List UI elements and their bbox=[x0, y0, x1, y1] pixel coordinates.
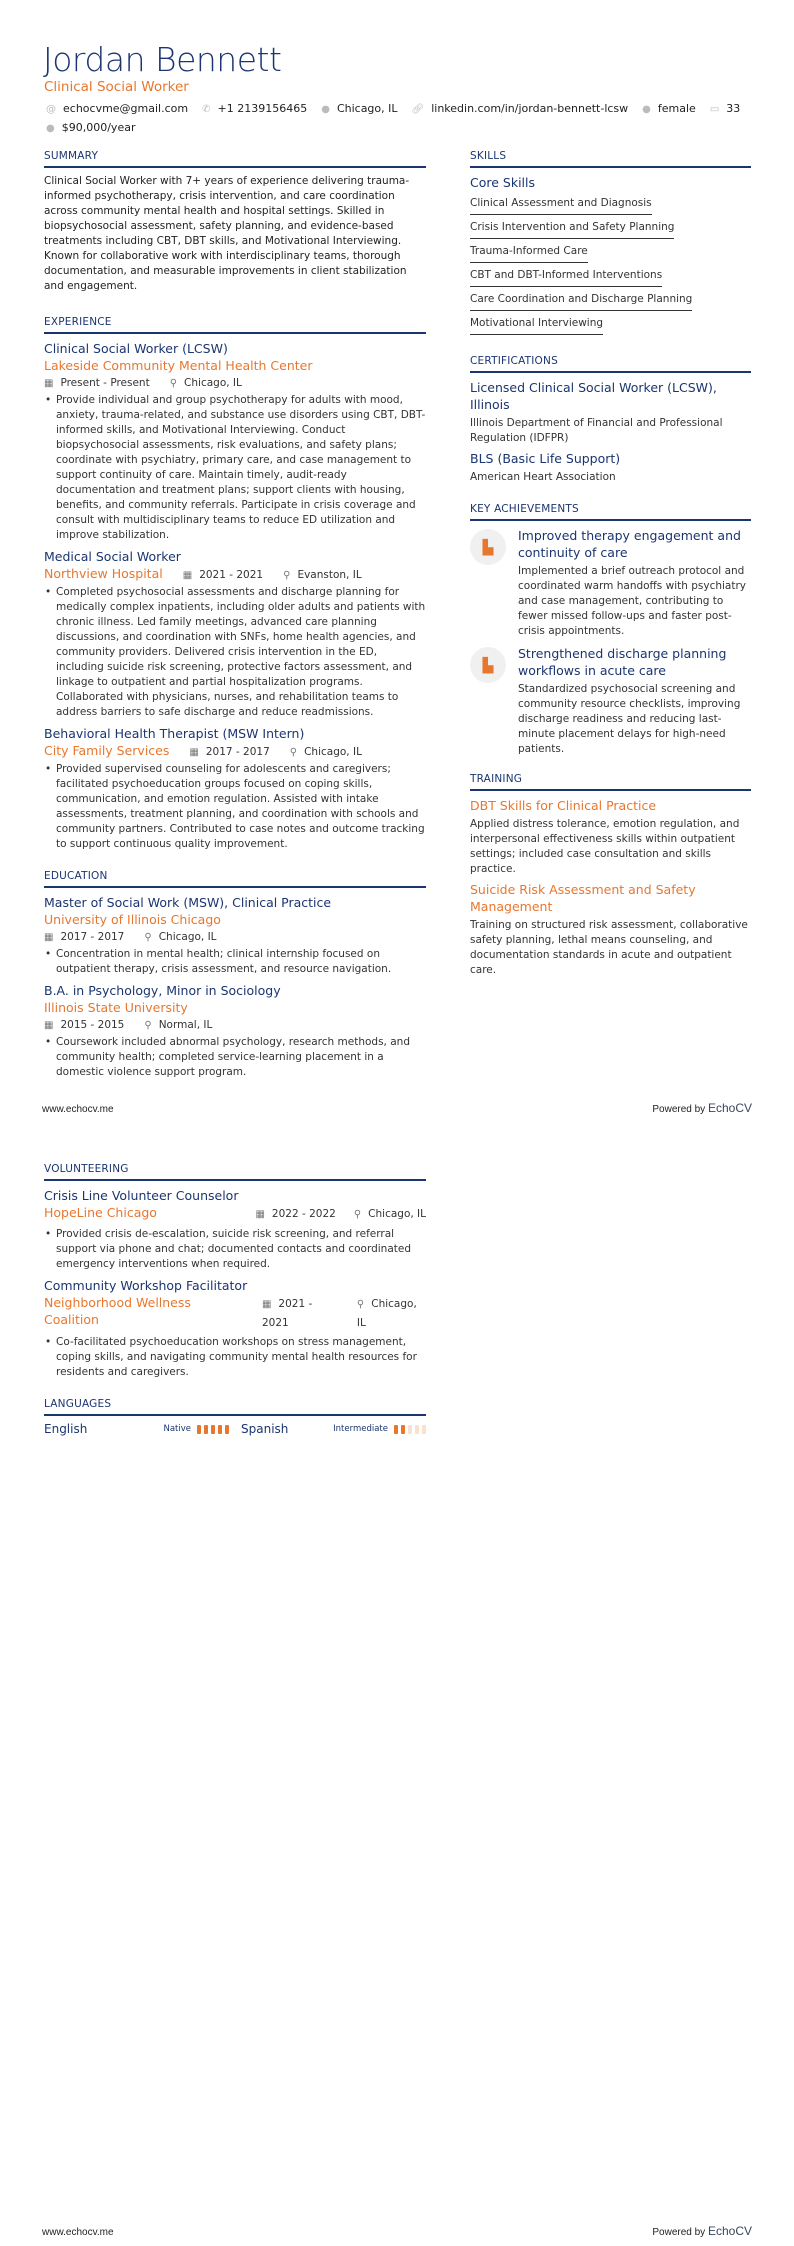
job-dates: 2021 - 2021 bbox=[199, 569, 264, 581]
age-text: 33 bbox=[726, 102, 741, 115]
language-level: Intermediate bbox=[333, 1424, 388, 1434]
calendar-icon: ▦ bbox=[261, 1299, 272, 1310]
skills-section bbox=[470, 150, 751, 337]
edu-meta bbox=[44, 928, 426, 947]
section-heading: SUMMARY bbox=[44, 150, 426, 168]
volunteer-location: Chicago, IL bbox=[368, 1208, 426, 1220]
rating-bar bbox=[401, 1425, 405, 1434]
salary-text: $90,000/year bbox=[61, 121, 136, 134]
location-icon: ⚲ bbox=[353, 1209, 362, 1220]
calendar-icon: ▦ bbox=[255, 1209, 265, 1220]
rating-bar bbox=[422, 1425, 426, 1434]
footer-powered-by[interactable] bbox=[652, 1101, 752, 1115]
skill-item: Care Coordination and Discharge Planning bbox=[470, 289, 692, 311]
contact-location bbox=[321, 100, 397, 119]
language-name: Spanish bbox=[241, 1422, 289, 1436]
skill-item: Trauma-Informed Care bbox=[470, 241, 588, 263]
section-heading: SKILLS bbox=[470, 150, 751, 168]
language-list bbox=[44, 1422, 426, 1436]
job-dates: 2017 - 2017 bbox=[205, 746, 270, 758]
left-column bbox=[44, 1163, 426, 1436]
rating-bar bbox=[394, 1425, 398, 1434]
money-icon: ● bbox=[46, 123, 55, 134]
degree: Master of Social Work (MSW), Clinical Practice bbox=[44, 895, 332, 910]
calendar-icon: ▦ bbox=[189, 747, 199, 758]
rating-bar bbox=[204, 1425, 208, 1434]
job-dates: Present - Present bbox=[60, 377, 150, 389]
language-rating bbox=[197, 1425, 229, 1434]
volunteer-location: Chicago, IL bbox=[356, 1298, 417, 1329]
location-icon: ⚲ bbox=[283, 570, 291, 581]
section-heading: KEY ACHIEVEMENTS bbox=[470, 503, 751, 521]
language-item bbox=[44, 1422, 229, 1436]
rating-bar bbox=[415, 1425, 419, 1434]
training-title: DBT Skills for Clinical Practice bbox=[470, 798, 657, 813]
language-name: English bbox=[44, 1422, 88, 1436]
job-bullet: • Completed psychosocial assessments and discharge planning for medically complex inpatients, including older adults and patients with chronic illness. Led family meetings, advanced care planning discussions, and coordination with SNFs, home health agencies, and community providers. Delivered crisis intervention in the ED, including suicide risk screening, protective factors assessment, and linkage to outpatient and partial hospitalization programs. Collaborated with physicians, nurses, and rehabilitation teams to address barriers to safe discharge and reduce readmissions. bbox=[44, 585, 426, 720]
summary-text: Clinical Social Worker with 7+ years of experience delivering trauma-informed psychotherapy, crisis intervention, and care coordination across community mental health and hospital settings. Skilled in biopsychosocial assessment, safety planning, and evidence-based treatments including CBT, DBT skills, and Motivational Interviewing. Known for collaborative work with interdisciplinary teams, thorough documentation, and measurable improvements in client stabilization and engagement. bbox=[44, 175, 410, 292]
job-title: Medical Social Worker bbox=[44, 549, 181, 564]
volunteer-meta-row bbox=[44, 1204, 426, 1224]
skill-item: CBT and DBT-Informed Interventions bbox=[470, 265, 662, 287]
skill-item: Motivational Interviewing bbox=[470, 313, 603, 335]
job-location: Chicago, IL bbox=[184, 377, 242, 389]
cert-issuer: American Heart Association bbox=[470, 471, 616, 483]
job-location: Chicago, IL bbox=[304, 746, 362, 758]
location-icon: ⚲ bbox=[169, 378, 178, 389]
volunteer-bullet: • Provided crisis de-escalation, suicide risk screening, and referral support via phone and chat; documented contacts and coordinated emergency interventions when required. bbox=[44, 1227, 426, 1272]
summary-section bbox=[44, 150, 426, 294]
calendar-icon: ▭ bbox=[709, 104, 720, 115]
experience-section bbox=[44, 316, 426, 852]
powered-by-text: Powered by bbox=[652, 2227, 706, 2238]
rating-bar bbox=[211, 1425, 215, 1434]
volunteer-dates: 2022 - 2022 bbox=[271, 1208, 336, 1220]
edu-dates: 2017 - 2017 bbox=[60, 931, 125, 943]
left-column bbox=[44, 150, 426, 1085]
calendar-icon: ▦ bbox=[44, 932, 54, 943]
edu-location: Normal, IL bbox=[158, 1019, 213, 1031]
achievement-text: Implemented a brief outreach protocol and coordinated warm handoffs with psychiatry and case management, contributing to fewer missed follow-ups and faster post-crisis appointments. bbox=[518, 565, 746, 637]
experience-entry bbox=[44, 725, 426, 852]
volunteer-bullet: • Co-facilitated psychoeducation workshops on stress management, coping skills, and navigating community mental health resources for residents and caregivers. bbox=[44, 1335, 426, 1380]
calendar-icon: ▦ bbox=[44, 378, 54, 389]
skill-item: Crisis Intervention and Safety Planning bbox=[470, 217, 674, 239]
footer-site-link[interactable]: www.echocv.me bbox=[42, 1104, 114, 1115]
cert-name: Licensed Clinical Social Worker (LCSW), Illinois bbox=[470, 380, 717, 412]
contact-gender bbox=[642, 100, 696, 119]
brand-name: EchoCV bbox=[707, 1101, 752, 1115]
rating-bar bbox=[197, 1425, 201, 1434]
volunteer-entry bbox=[44, 1187, 426, 1272]
achievement-item bbox=[470, 645, 751, 757]
volunteer-entry bbox=[44, 1277, 426, 1380]
volunteering-section bbox=[44, 1163, 426, 1380]
email-text: echocvme@gmail.com bbox=[63, 102, 189, 115]
location-icon: ⚲ bbox=[144, 1020, 152, 1031]
company-name: Northview Hospital bbox=[44, 566, 163, 581]
at-icon: @ bbox=[46, 104, 56, 115]
school: Illinois State University bbox=[44, 1000, 188, 1015]
phone-icon: ✆ bbox=[202, 104, 211, 115]
skill-group-title: Core Skills bbox=[470, 175, 536, 190]
contact-age bbox=[710, 100, 740, 119]
section-heading: CERTIFICATIONS bbox=[470, 355, 751, 373]
phone-text: +1 2139156465 bbox=[217, 102, 308, 115]
achievement-text: Standardized psychosocial screening and community resource checklists, improving discharge readiness and reducing last-minute placement delays for high-need patients. bbox=[518, 683, 741, 755]
footer-powered-by[interactable] bbox=[652, 2224, 752, 2238]
candidate-title: Clinical Social Worker bbox=[44, 79, 189, 95]
skill-list bbox=[470, 193, 751, 337]
volunteer-org: HopeLine Chicago bbox=[44, 1205, 157, 1220]
edu-bullet: • Concentration in mental health; clinical internship focused on outpatient therapy, crisis assessment, and resource navigation. bbox=[44, 947, 426, 977]
edu-meta bbox=[44, 1016, 426, 1035]
volunteer-dates: 2021 - 2021 bbox=[261, 1298, 313, 1329]
gender-text: female bbox=[657, 102, 696, 115]
job-title: Clinical Social Worker (LCSW) bbox=[44, 341, 228, 356]
section-heading: EXPERIENCE bbox=[44, 316, 426, 334]
calendar-icon: ▦ bbox=[44, 1020, 54, 1031]
achievement-title: Strengthened discharge planning workflows in acute care bbox=[518, 646, 727, 678]
languages-section bbox=[44, 1398, 426, 1436]
location-text: Chicago, IL bbox=[336, 102, 398, 115]
job-title: Behavioral Health Therapist (MSW Intern) bbox=[44, 726, 305, 741]
location-icon: ● bbox=[321, 104, 330, 115]
job-bullet: • Provide individual and group psychotherapy for adults with mood, anxiety, trauma-related, and substance use disorders using CBT, DBT-informed skills, and Motivational Interviewing. Conduct biopsychosocial assessments, risk evaluations, and safety plans; coordinate with psychiatry, primary care, and case management to support continuity of care. Maintain timely, audit-ready documentation and treatment plans; support clients with housing, benefits, and community referrals. Participate in crisis coverage and consult with multidisciplinary teams to reduce ED utilization and improve stabilization. bbox=[44, 393, 426, 543]
job-location: Evanston, IL bbox=[297, 569, 362, 581]
company-meta-row bbox=[44, 565, 426, 585]
user-icon: ● bbox=[642, 104, 651, 115]
achievements-section bbox=[470, 503, 751, 757]
section-heading: LANGUAGES bbox=[44, 1398, 426, 1416]
education-entry bbox=[44, 894, 426, 977]
contact-info bbox=[46, 100, 766, 138]
skill-item: Clinical Assessment and Diagnosis bbox=[470, 193, 652, 215]
job-meta bbox=[44, 374, 426, 393]
experience-entry bbox=[44, 548, 426, 720]
right-column bbox=[470, 150, 751, 978]
calendar-icon: ▦ bbox=[182, 570, 193, 581]
location-icon: ⚲ bbox=[289, 747, 298, 758]
contact-salary bbox=[46, 119, 135, 138]
education-entry bbox=[44, 982, 426, 1080]
section-heading: TRAINING bbox=[470, 773, 751, 791]
candidate-name: Jordan Bennett bbox=[43, 40, 282, 79]
company-name: City Family Services bbox=[44, 743, 170, 758]
rating-bar bbox=[225, 1425, 229, 1434]
rating-bar bbox=[218, 1425, 222, 1434]
footer-site-link[interactable]: www.echocv.me bbox=[42, 2227, 114, 2238]
location-icon: ⚲ bbox=[356, 1299, 365, 1310]
achievement-item bbox=[470, 527, 751, 639]
edu-dates: 2015 - 2015 bbox=[60, 1019, 125, 1031]
volunteer-meta-row bbox=[44, 1294, 426, 1332]
chart-file-icon: ▙ bbox=[470, 529, 506, 565]
cert-name: BLS (Basic Life Support) bbox=[470, 451, 621, 466]
company-name: Lakeside Community Mental Health Center bbox=[44, 358, 313, 373]
training-text: Applied distress tolerance, emotion regulation, and interpersonal effectiveness skills within outpatient settings; included case consultation and skills practice. bbox=[470, 818, 740, 875]
training-text: Training on structured risk assessment, collaborative safety planning, lethal means counseling, and documentation standards in acute and outpatient care. bbox=[470, 919, 748, 976]
resume-page-2 bbox=[0, 1123, 794, 2246]
cert-issuer: Illinois Department of Financial and Professional Regulation (IDFPR) bbox=[470, 417, 723, 444]
certifications-section bbox=[470, 355, 751, 485]
contact-phone[interactable] bbox=[202, 100, 307, 119]
volunteer-org: Neighborhood Wellness Coalition bbox=[44, 1295, 191, 1327]
contact-linkedin[interactable] bbox=[412, 100, 629, 119]
education-section bbox=[44, 870, 426, 1080]
document-icon: ▙ bbox=[470, 647, 506, 683]
rating-bar bbox=[408, 1425, 412, 1434]
school: University of Illinois Chicago bbox=[44, 912, 221, 927]
link-icon: 🔗︎ bbox=[411, 104, 425, 115]
training-section bbox=[470, 773, 751, 978]
section-heading: EDUCATION bbox=[44, 870, 426, 888]
contact-email[interactable] bbox=[46, 100, 188, 119]
section-heading: VOLUNTEERING bbox=[44, 1163, 426, 1181]
powered-by-text: Powered by bbox=[652, 1104, 706, 1115]
volunteer-role: Crisis Line Volunteer Counselor bbox=[44, 1188, 239, 1203]
edu-bullet: • Coursework included abnormal psychology, research methods, and community health; completed service-learning placement in a domestic violence support program. bbox=[44, 1035, 426, 1080]
volunteer-role: Community Workshop Facilitator bbox=[44, 1278, 248, 1293]
job-bullet: • Provided supervised counseling for adolescents and caregivers; facilitated psychoeducation groups focused on coping skills, communication, and emotion regulation. Assisted with intake assessments, treatment planning, and coordination with schools and community partners. Contributed to case notes and outcome tracking to support continuous quality improvement. bbox=[44, 762, 426, 852]
degree: B.A. in Psychology, Minor in Sociology bbox=[44, 983, 281, 998]
experience-entry bbox=[44, 340, 426, 543]
language-level: Native bbox=[163, 1424, 191, 1434]
achievement-title: Improved therapy engagement and continuity of care bbox=[518, 528, 741, 560]
company-meta-row bbox=[44, 742, 426, 762]
edu-location: Chicago, IL bbox=[158, 931, 217, 943]
location-icon: ⚲ bbox=[144, 932, 152, 943]
brand-name: EchoCV bbox=[707, 2224, 752, 2238]
language-item bbox=[241, 1422, 426, 1436]
language-rating bbox=[394, 1425, 426, 1434]
linkedin-text: linkedin.com/in/jordan-bennett-lcsw bbox=[431, 102, 629, 115]
training-title: Suicide Risk Assessment and Safety Management bbox=[470, 882, 696, 914]
